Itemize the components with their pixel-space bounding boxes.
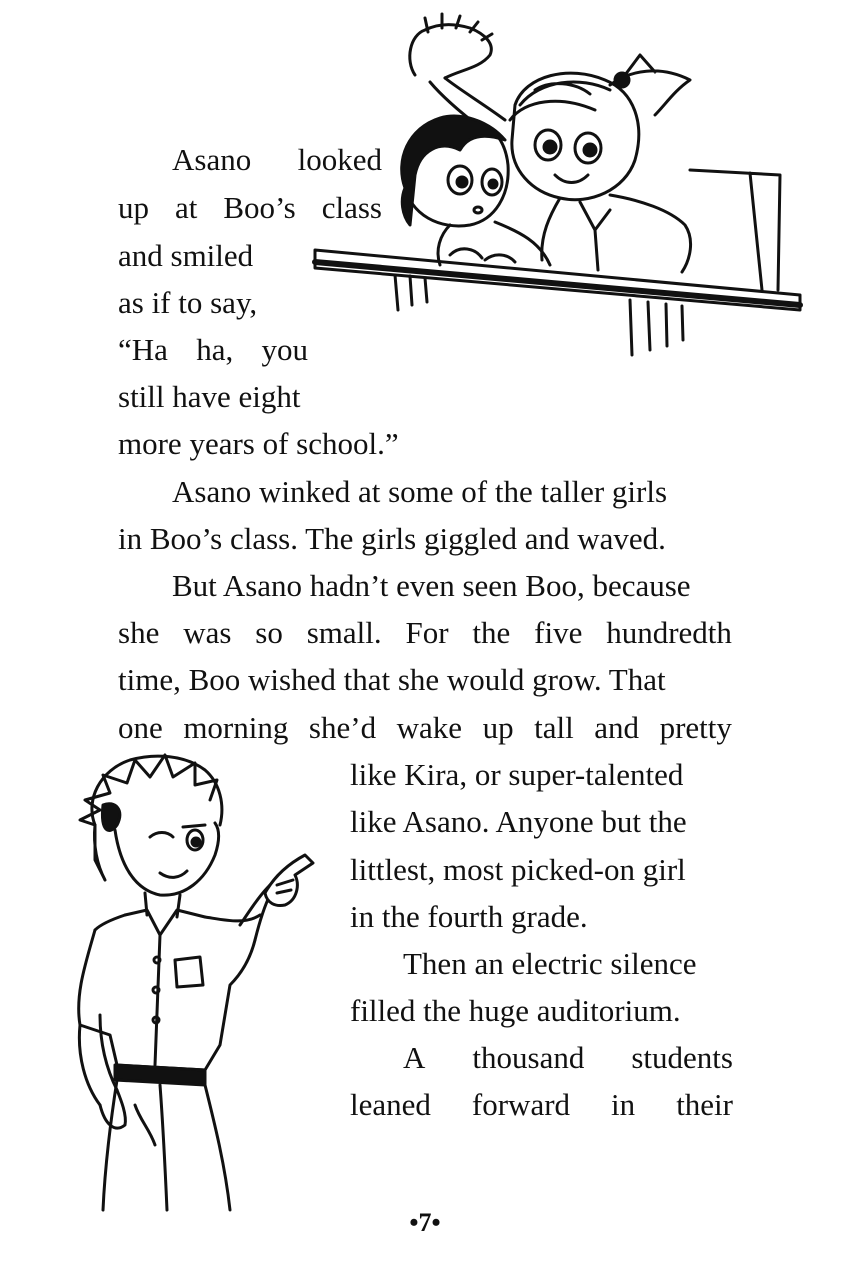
text-line-14: like Kira, or super-talented <box>350 757 684 792</box>
page-number: •7• <box>409 1208 441 1237</box>
text-line-12: time, Boo wished that she would grow. That <box>118 662 666 697</box>
text-line-19: filled the huge auditorium. <box>350 993 681 1028</box>
text-line-11: she was so small. For the five hundredth <box>118 615 732 650</box>
text-line-7: more years of school.” <box>118 426 399 461</box>
text-line-9: in Boo’s class. The girls giggled and waved. <box>118 521 666 556</box>
text-line-8: Asano winked at some of the taller girls <box>172 474 668 509</box>
text-line-3: and smiled <box>118 238 254 273</box>
text-line-5: “Ha ha, you <box>118 332 308 367</box>
text-line-6: still have eight <box>118 379 301 414</box>
text-line-17: in the fourth grade. <box>350 899 588 934</box>
text-line-4: as if to say, <box>118 285 258 320</box>
text-line-18: Then an electric silence <box>403 946 697 981</box>
text-line-16: littlest, most picked-on girl <box>350 852 686 887</box>
text-line-2: up at Boo’s class <box>118 190 382 225</box>
text-line-1: Asano looked <box>172 142 382 177</box>
text-line-10: But Asano hadn’t even seen Boo, because <box>172 568 691 603</box>
two-girls-at-balcony-illustration <box>310 10 810 370</box>
text-line-21: leaned forward in their <box>350 1087 733 1122</box>
boy-winking-pointing-illustration <box>55 745 335 1215</box>
text-line-20: A thousand students <box>403 1040 733 1075</box>
text-line-13: one morning she’d wake up tall and pretty <box>118 710 732 745</box>
text-line-15: like Asano. Anyone but the <box>350 804 687 839</box>
